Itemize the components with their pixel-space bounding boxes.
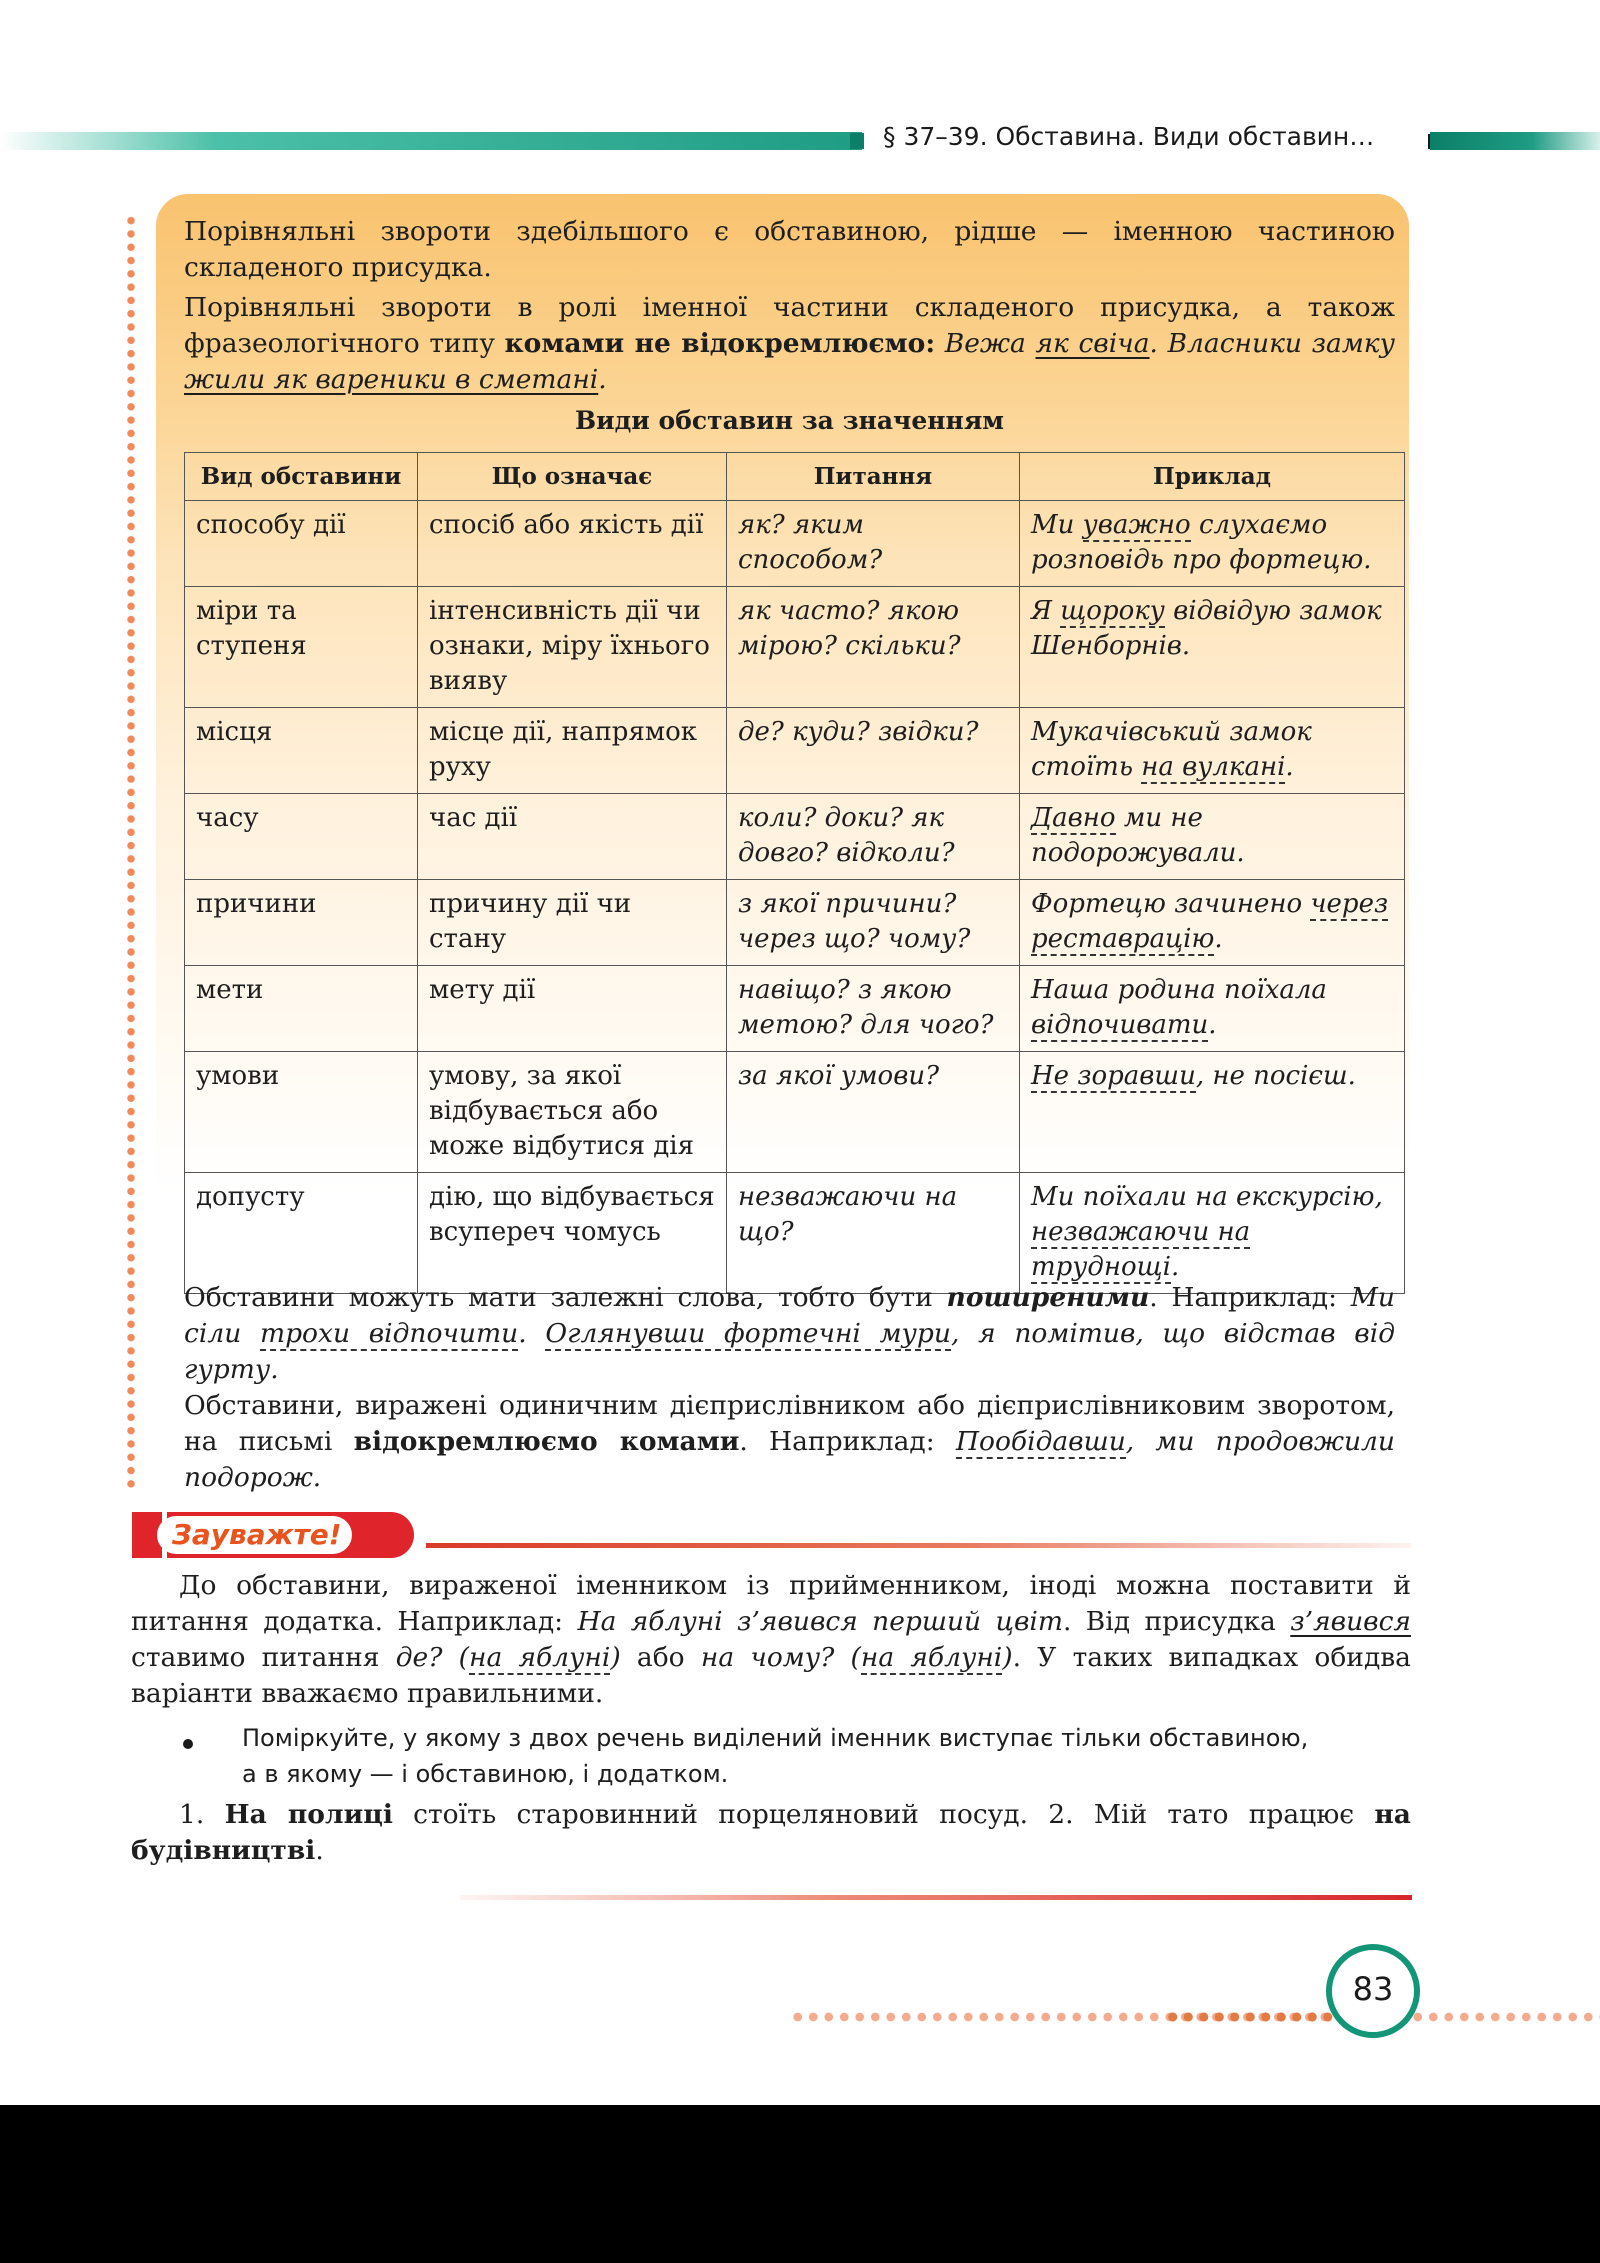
cell-question: за якої умови? bbox=[727, 1052, 1020, 1173]
note-tab bbox=[132, 1512, 414, 1558]
table-row bbox=[185, 1173, 1405, 1294]
cell-question: навіщо? з якою метою? для чого? bbox=[727, 966, 1020, 1052]
table-row bbox=[185, 794, 1405, 880]
note-label: Зауважте! bbox=[172, 1518, 342, 1551]
cell-meaning: причину дії чи стану bbox=[418, 880, 727, 966]
table-row bbox=[185, 880, 1405, 966]
bullet-icon bbox=[183, 1739, 193, 1749]
table-row bbox=[185, 708, 1405, 794]
header-example: Приклад bbox=[1020, 453, 1405, 501]
header-square bbox=[850, 133, 864, 149]
cell-meaning: місце дії, напрямок руху bbox=[418, 708, 727, 794]
circumstance-types-table bbox=[184, 452, 1405, 1294]
cell-kind: умови bbox=[185, 1052, 418, 1173]
cell-kind: міри та ступеня bbox=[185, 587, 418, 708]
cell-question: з якої причини? через що? чому? bbox=[727, 880, 1020, 966]
header-bar-left bbox=[0, 132, 862, 150]
cell-kind: допусту bbox=[185, 1173, 418, 1294]
header-kind: Вид обставини bbox=[185, 453, 418, 501]
cell-question: коли? доки? як довго? відколи? bbox=[727, 794, 1020, 880]
cell-meaning: час дії bbox=[418, 794, 727, 880]
table-header-row bbox=[185, 453, 1405, 501]
cell-example: Ми уважно слухаємо розповідь про фортецю. bbox=[1020, 501, 1405, 587]
dotted-margin bbox=[126, 214, 136, 1490]
cell-kind: часу bbox=[185, 794, 418, 880]
cell-kind: мети bbox=[185, 966, 418, 1052]
header-bar-right bbox=[1430, 132, 1600, 150]
rule-paragraph-1: Порівняльні звороти здебільшого є обставиною, рідше — іменною частиною складеного присудка. bbox=[184, 216, 1395, 283]
header-meaning: Що означає bbox=[418, 453, 727, 501]
cell-meaning: інтенсивність дії чи ознаки, міру їхнього вияву bbox=[418, 587, 727, 708]
cell-example: Фортецю зачинено через реставрацію. bbox=[1020, 880, 1405, 966]
table-row bbox=[185, 1052, 1405, 1173]
cell-meaning: дію, що відбувається всупереч чомусь bbox=[418, 1173, 727, 1294]
after-paragraph-1: Обставини можуть мати залежні слова, тобто бути поширеними. Наприклад: Ми сіли трохи відпочити. Оглянувши фортечні мури, я помітив, що відстав від гурту. bbox=[184, 1282, 1395, 1385]
cell-example: Не зоравши, не посієш. bbox=[1020, 1052, 1405, 1173]
note-divider bbox=[426, 1543, 1411, 1548]
task-sentences: 1. На полиці стоїть старовинний порцеляновий посуд. 2. Мій тато працює на будівництві. bbox=[131, 1799, 1411, 1866]
task-bullet: Поміркуйте, у якому з двох речень виділений іменник виступає тільки обставиною, а в якому — і обставиною, і додатком. bbox=[242, 1724, 1309, 1788]
cell-meaning: умову, за якої відбувається або може відбутися дія bbox=[418, 1052, 727, 1173]
note-paragraph: До обставини, вираженої іменником із прийменником, іноді можна поставити й питання додатка. Наприклад: На яблуні з’явився перший цвіт. Від присудка з’явився ставимо питання де? (на яблуні) або на чому? (на яблуні). У таких випадках обидва варіанти вважаємо правильними. bbox=[131, 1570, 1411, 1709]
cell-question: незважаючи на що? bbox=[727, 1173, 1020, 1294]
section-title: § 37–39. Обставина. Види обставин… bbox=[883, 122, 1375, 151]
cell-example: Мукачівський замок стоїть на вулкані. bbox=[1020, 708, 1405, 794]
cell-kind: причини bbox=[185, 880, 418, 966]
cell-question: як? яким способом? bbox=[727, 501, 1020, 587]
table-row bbox=[185, 501, 1405, 587]
page-number: 83 bbox=[1352, 1970, 1394, 2008]
cell-example: Давно ми не подорожували. bbox=[1020, 794, 1405, 880]
bottom-divider bbox=[460, 1895, 1412, 1900]
cell-kind: місця bbox=[185, 708, 418, 794]
cell-question: як часто? якою мірою? скільки? bbox=[727, 587, 1020, 708]
table-row bbox=[185, 966, 1405, 1052]
header-question: Питання bbox=[727, 453, 1020, 501]
cell-example: Я щороку відвідую замок Шенборнів. bbox=[1020, 587, 1405, 708]
cell-example: Ми поїхали на екскурсію, незважаючи на труднощі. bbox=[1020, 1173, 1405, 1294]
cell-kind: способу дії bbox=[185, 501, 418, 587]
cell-question: де? куди? звідки? bbox=[727, 708, 1020, 794]
table-title: Види обставин за значенням bbox=[574, 406, 1005, 435]
table-row bbox=[185, 587, 1405, 708]
cell-meaning: мету дії bbox=[418, 966, 727, 1052]
rule-paragraph-2: Порівняльні звороти в ролі іменної частини складеного присудка, а також фразеологічного типу комами не відокремлюємо: Вежа як свіча. Власники замку жили як вареники в сметані. bbox=[184, 292, 1395, 395]
cell-meaning: спосіб або якість дії bbox=[418, 501, 727, 587]
cell-example: Наша родина поїхала відпочивати. bbox=[1020, 966, 1405, 1052]
after-paragraph-2: Обставини, виражені одиничним дієприслівником або дієприслівниковим зворотом, на письмі відокремлюємо комами. Наприклад: Пообідавши, ми продовжили подорож. bbox=[184, 1390, 1395, 1493]
